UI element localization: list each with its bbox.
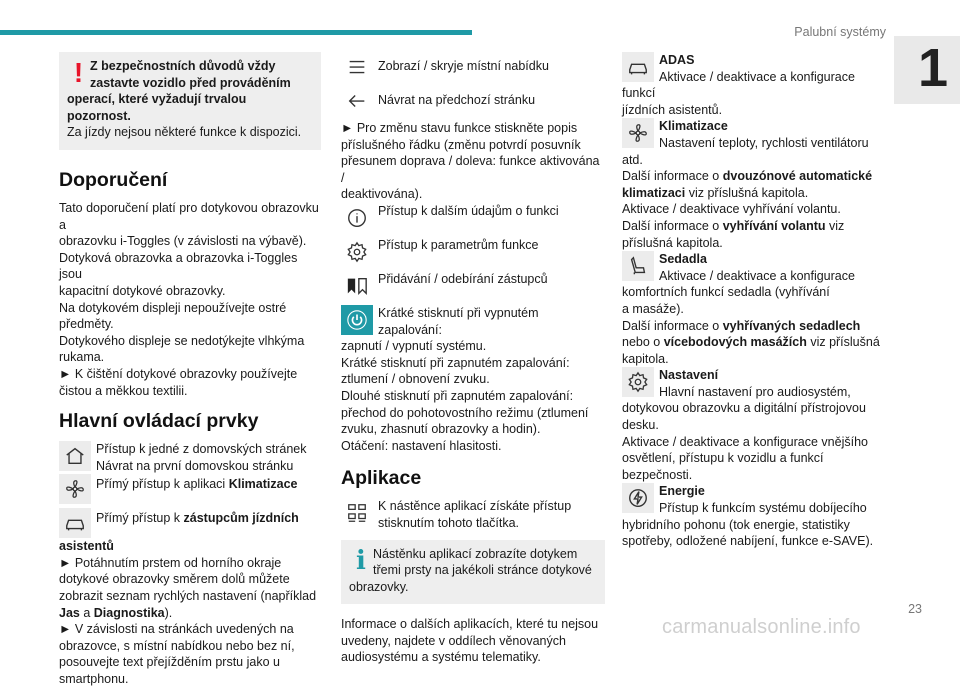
- text-fragment: viz: [825, 218, 845, 233]
- text-line: kapitola.: [622, 351, 669, 366]
- text-line: Aktivace / deaktivace a konfigurace vnějšího: [622, 434, 868, 449]
- watermark: carmanualsonline.info: [662, 616, 861, 639]
- text-line: Dotykového displeje se nedotýkejte vlhkýma: [59, 333, 305, 348]
- text-line: [622, 218, 890, 235]
- section-title: Palubní systémy: [794, 25, 886, 39]
- text-line: Aktivace / deaktivace vyhřívání volantu.: [622, 202, 841, 217]
- text-line: Dlouhé stisknutí při zapnutém zapalování:: [341, 388, 574, 403]
- text-line: Aktivace / deaktivace a konfigurace funkcí: [622, 69, 855, 101]
- home-icon: [59, 441, 91, 471]
- text-line: asistentů: [59, 539, 114, 554]
- column-3: [622, 52, 890, 550]
- text-fragment: Klimatizace: [228, 477, 298, 492]
- power-control: [341, 305, 605, 454]
- apps-grid-icon: [341, 498, 373, 528]
- text-line: [96, 476, 321, 493]
- warning-line: Za jízdy nejsou některé funkce k dispozici.: [67, 125, 302, 140]
- text-line: ► K čištění dotykové obrazovky používejte: [59, 366, 298, 381]
- text-line: K nástěnce aplikací získáte přístup: [378, 499, 572, 514]
- warning-line: Z bezpečnostních důvodů vždy: [90, 59, 276, 73]
- text-line: audiosystému a systému telematiky.: [341, 650, 541, 665]
- warning-line: operací, které vyžadují trvalou pozornost.: [67, 92, 247, 123]
- climate-fan-icon: [622, 118, 654, 148]
- climate-control: [59, 474, 321, 504]
- text-line: Přístup k parametrům funkce: [378, 237, 539, 252]
- text-line: Krátké stisknutí při zapnutém zapalování:: [341, 355, 570, 370]
- text-line: a masáže).: [622, 301, 684, 316]
- text-fragment: Přímý přístup k: [96, 511, 184, 526]
- text-line: uvedeny, najdete v oddílech věnovaných: [341, 633, 566, 648]
- apps-control: [341, 498, 605, 531]
- text-line: [96, 510, 321, 527]
- warning-icon: !: [73, 57, 84, 88]
- warning-line: zastavte vozidlo před prováděním: [90, 75, 291, 90]
- recommendations-heading: Doporučení: [59, 168, 168, 191]
- text-line: Otáčení: nastavení hlasitosti.: [341, 438, 502, 453]
- text-line: Přístup k jedné z domovských stránek: [96, 442, 307, 457]
- main-controls-heading: Hlavní ovládací prvky: [59, 410, 259, 433]
- text-line: [622, 185, 890, 202]
- car-icon: [622, 52, 654, 82]
- energy-bolt-icon: [622, 483, 654, 513]
- settings-control: [341, 237, 605, 267]
- text-line: spotřeby, odložené nabíjení, funkce e-SAVE).: [622, 534, 874, 549]
- header-accent-bar: [0, 30, 472, 35]
- text-fragment: vyhřívaných sedadlech: [722, 318, 861, 333]
- item-title: Nastavení: [659, 368, 719, 383]
- text-line: deaktivována).: [341, 187, 423, 202]
- text-line: Dotyková obrazovka a obrazovka i-Toggles jsou: [59, 250, 298, 282]
- column-1: [59, 52, 321, 688]
- text-line: Na dotykovém displeji nepoužívejte ostré: [59, 300, 287, 315]
- text-line: rukama.: [59, 350, 105, 365]
- text-line: [622, 334, 890, 351]
- text-line: zvuku, zhasnutí obrazovky a hodin).: [341, 422, 541, 437]
- text-line: Nástěnku aplikací zobrazíte dotykem: [373, 546, 578, 561]
- text-line: jízdních asistentů.: [622, 102, 723, 117]
- power-icon: [341, 305, 373, 335]
- text-line: Přístup k dalším údajům o funkci: [378, 203, 559, 218]
- seats-section: [622, 251, 890, 367]
- adas-section: [622, 52, 890, 118]
- text-line: Přístup k funkcím systému dobíjecího: [659, 501, 867, 516]
- text-fragment: vyhřívání volantu: [722, 218, 826, 233]
- text-line: posouvejte text přejížděním prstu jako u: [59, 655, 280, 670]
- text-line: zobrazit seznam rychlých nastavení (například: [59, 589, 317, 604]
- item-title: Energie: [659, 484, 705, 499]
- info-box: [341, 540, 605, 605]
- page-number: 23: [908, 602, 922, 617]
- text-line: smartphonu.: [59, 672, 129, 687]
- text-line: přesunem doprava / doleva: funkce aktivována /: [341, 154, 600, 185]
- car-icon: [59, 508, 91, 538]
- text-line: ztlumení / obnovení zvuku.: [341, 372, 490, 387]
- applications-heading: Aplikace: [341, 467, 422, 490]
- text-fragment: vícebodových masážích: [663, 335, 807, 350]
- text-line: příslušná kapitola.: [622, 235, 723, 250]
- text-fragment: ).: [164, 605, 173, 620]
- text-line: komfortních funkcí sedadla (vyhřívání: [622, 285, 830, 300]
- text-fragment: dvouzónové automatické: [722, 169, 873, 184]
- text-line: hybridního pohonu (tok energie, statistiky: [622, 517, 850, 532]
- text-line: Tato doporučení platí pro dotykovou obrazovku a: [59, 200, 319, 232]
- info-control: [341, 203, 605, 233]
- menu-control: [341, 52, 605, 82]
- text-line: Aktivace / deaktivace a konfigurace: [659, 268, 855, 283]
- text-line: obrazovce, s místní nabídkou nebo bez ní,: [59, 638, 295, 653]
- text-line: [59, 605, 321, 622]
- settings-section: [622, 367, 890, 483]
- text-line: osvětlení, přístupu k vozidlu a funkcí: [622, 451, 824, 466]
- gear-icon: [622, 367, 654, 397]
- text-fragment: Další informace o: [622, 318, 723, 333]
- text-line: Přidávání / odebírání zástupců: [378, 271, 548, 286]
- text-line: kapacitní dotykové obrazovky.: [59, 283, 226, 298]
- shortcut-control: [341, 271, 605, 301]
- text-line: Zobrazí / skryje místní nabídku: [378, 59, 549, 73]
- text-line: Informace o dalších aplikacích, které tu nejsou: [341, 617, 599, 632]
- text-fragment: Jas: [59, 605, 80, 620]
- text-line: [622, 168, 890, 185]
- text-line: obrazovky.: [349, 579, 409, 594]
- text-line: stisknutím tohoto tlačítka.: [378, 515, 520, 530]
- item-title: Klimatizace: [659, 119, 728, 134]
- climate-section: [622, 118, 890, 251]
- adas-shortcut-control: [59, 508, 321, 538]
- item-title: Sedadla: [659, 252, 707, 267]
- text-line: čistou a měkkou textilii.: [59, 383, 188, 398]
- text-line: Hlavní nastavení pro audiosystém,: [659, 384, 851, 399]
- text-line: třemi prsty na jakékoli stránce dotykové: [373, 563, 592, 578]
- text-line: Návrat na první domovskou stránku: [96, 458, 294, 473]
- column-2: [341, 52, 605, 666]
- text-line: dotykové obrazovky směrem dolů můžete: [59, 572, 290, 587]
- text-line: zapnutí / vypnutí systému.: [341, 339, 487, 354]
- chapter-number: 1: [917, 38, 948, 98]
- text-fragment: viz příslušná: [806, 335, 880, 350]
- text-line: dotykovou obrazovku a digitální přístrojovou: [622, 401, 866, 416]
- item-title: ADAS: [659, 53, 695, 67]
- text-line: ► V závislosti na stránkách uvedených na: [59, 622, 294, 637]
- warning-box: [59, 52, 321, 150]
- text-fragment: a: [79, 605, 94, 620]
- text-fragment: viz příslušná kapitola.: [685, 185, 809, 200]
- text-line: předměty.: [59, 317, 114, 332]
- text-line: Nastavení teploty, rychlosti ventilátoru: [659, 135, 869, 150]
- back-control: [341, 86, 605, 116]
- text-line: atd.: [622, 152, 643, 167]
- back-arrow-icon: [341, 86, 373, 116]
- gear-icon: [341, 237, 373, 267]
- text-fragment: klimatizaci: [622, 185, 686, 200]
- home-control: [59, 441, 321, 474]
- text-fragment: Další informace o: [622, 218, 723, 233]
- text-line: ► Pro změnu stavu funkce stiskněte popis: [341, 121, 578, 135]
- text-line: příslušného řádku (změnu potvrdí posuvník: [341, 137, 581, 152]
- info-mark-icon: i: [356, 545, 366, 576]
- text-line: obrazovku i-Toggles (v závislosti na výbavě).: [59, 234, 307, 249]
- text-fragment: Diagnostika: [93, 605, 165, 620]
- seat-icon: [622, 251, 654, 281]
- energy-section: [622, 483, 890, 549]
- climate-fan-icon: [59, 474, 91, 504]
- text-fragment: nebo o: [622, 335, 664, 350]
- text-line: Návrat na předchozí stránku: [378, 93, 536, 107]
- bookmark-icon: [341, 271, 373, 301]
- menu-icon: [341, 52, 373, 82]
- text-line: [622, 318, 890, 335]
- info-icon: [341, 203, 373, 233]
- text-line: bezpečnosti.: [622, 467, 693, 482]
- text-line: desku.: [622, 418, 659, 433]
- text-line: Krátké stisknutí při vypnutém zapalování:: [378, 305, 539, 337]
- text-fragment: Přímý přístup k aplikaci: [96, 477, 229, 492]
- text-fragment: zástupcům jízdních: [183, 511, 299, 526]
- text-line: ► Potáhnutím prstem od horního okraje: [59, 555, 282, 570]
- text-line: přechod do pohotovostního režimu (ztlumení: [341, 405, 589, 420]
- text-fragment: Další informace o: [622, 169, 723, 184]
